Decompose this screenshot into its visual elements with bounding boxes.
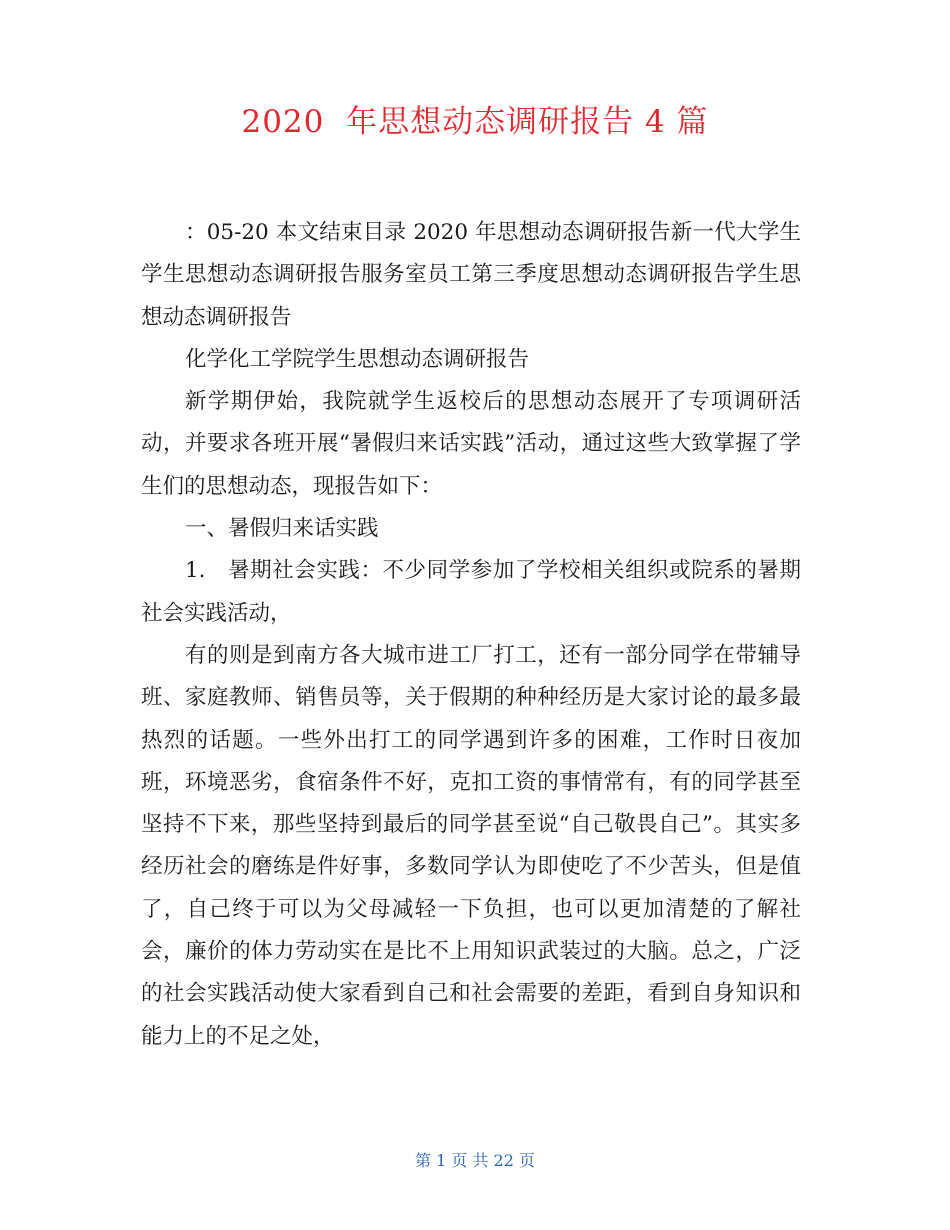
paragraph-item-1: 1. 暑期社会实践：不少同学参加了学校相关组织或院系的暑期社会实践活动， <box>141 558 801 626</box>
section-heading: 一、暑假归来话实践 <box>185 516 379 542</box>
paragraph-toc: ：05-20 本文结束目录 2020 年思想动态调研报告新一代大学生学生思想动态调研报告服务室员工第三季度思想动态调研报告学生思想动态调研报告 <box>141 220 801 330</box>
document-title: 2020 年思想动态调研报告 4 篇 <box>241 104 709 140</box>
paragraph-intro: 新学期伊始，我院就学生返校后的思想动态展开了专项调研活动，并要求各班开展“暑假归来话实践”活动，通过这些大致掌握了学生们的思想动态，现报告如下： <box>141 389 801 499</box>
paragraph-subtitle: 化学化工学院学生思想动态调研报告 <box>185 346 530 372</box>
document-body <box>141 212 801 1058</box>
paragraph-body: 有的则是到南方各大城市进工厂打工，还有一部分同学在带辅导班、家庭教师、销售员等，关于假期的种种经历是大家讨论的最多最热烈的话题。一些外出打工的同学遇到许多的困难，工作时日夜加班，环境恶劣，食宿条件不好，克扣工资的事情常有，有的同学甚至坚持不下来，那些坚持到最后的同学甚至说“自己敬畏自己”。其实多经历社会的磨练是件好事，多数同学认为即使吃了不少苦头，但是值了，自己终于可以为父母减轻一下负担，也可以更加清楚的了解社会，廉价的体力劳动实在是比不上用知识武装过的大脑。总之，广泛的社会实践活动使大家看到自己和社会需要的差距，看到自身知识和能力上的不足之处， <box>141 642 801 1049</box>
page-number-footer: 第 1 页 共 22 页 <box>415 1151 535 1170</box>
